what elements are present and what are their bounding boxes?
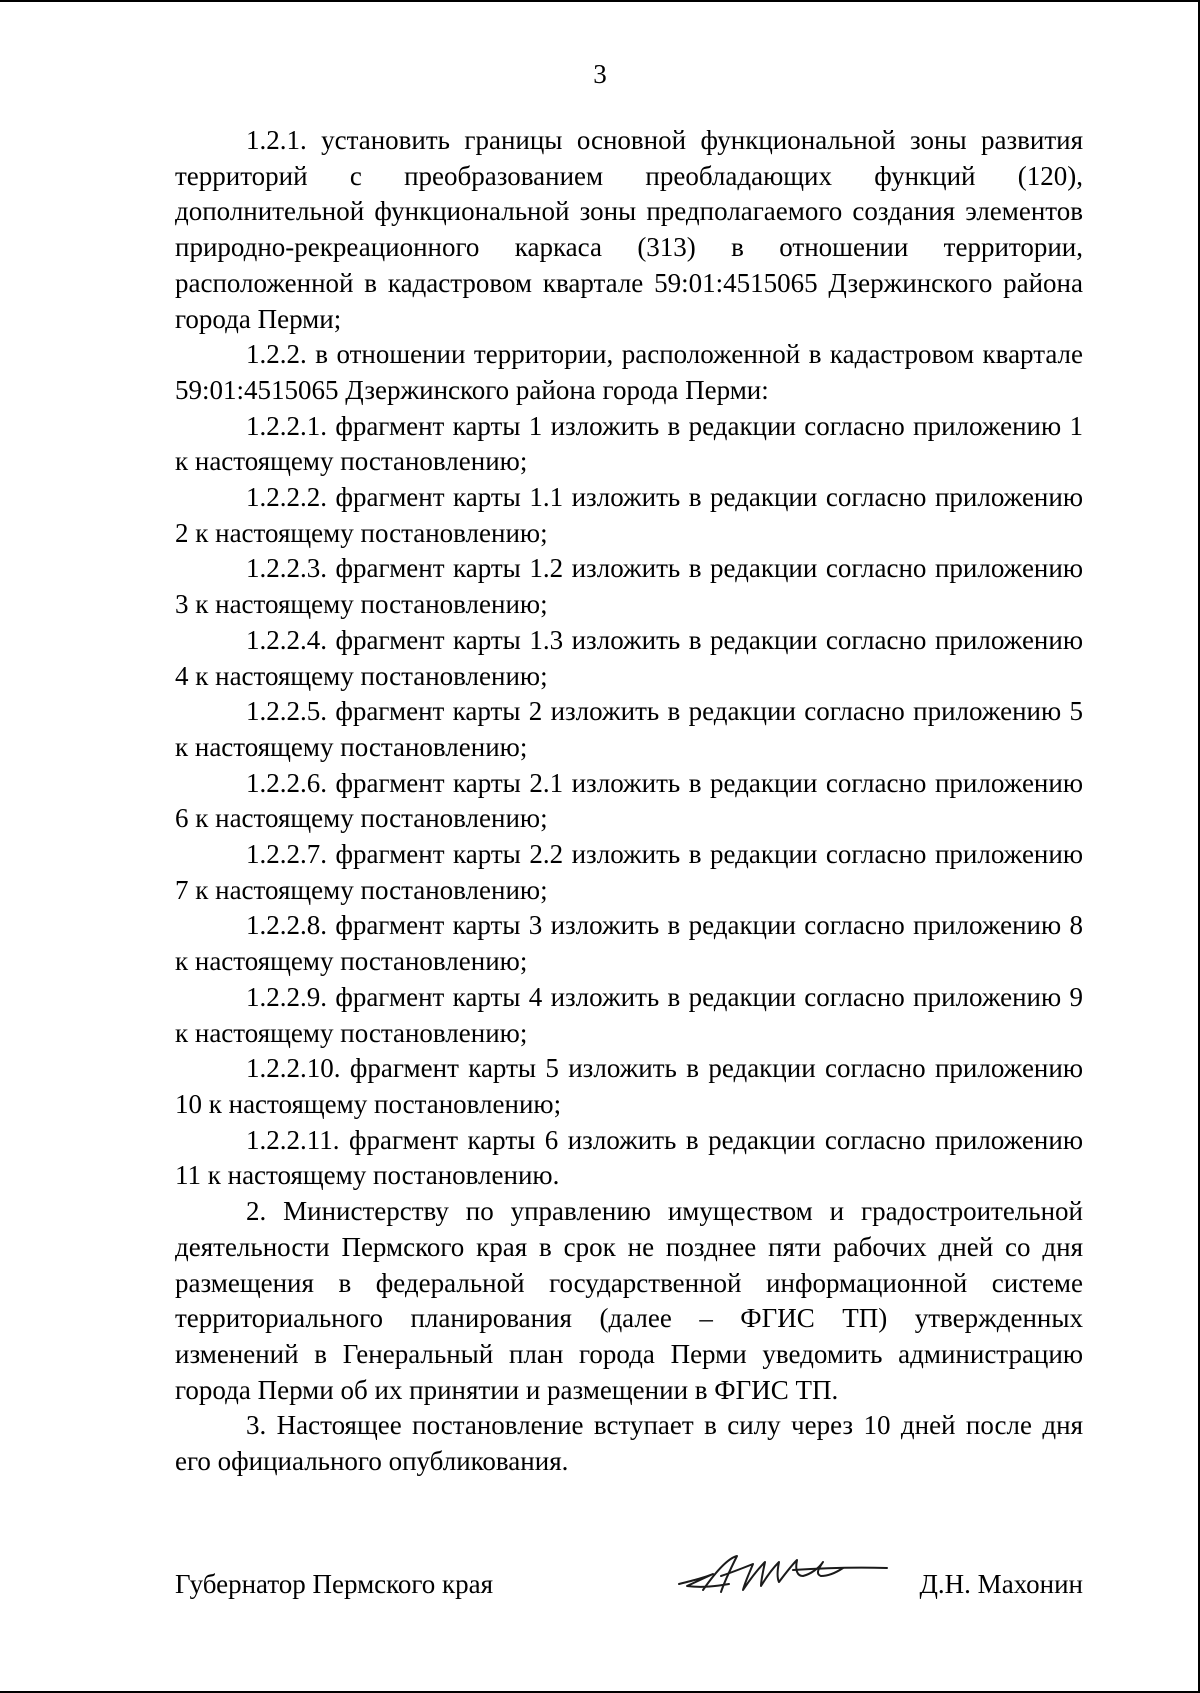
paragraph-1-2-2-11: 1.2.2.11. фрагмент карты 6 изложить в редакции согласно приложению 11 к настоящему постановлению. — [175, 1124, 1083, 1191]
paragraph-1-2-2-3: 1.2.2.3. фрагмент карты 1.2 изложить в редакции согласно приложению 3 к настоящему постановлению; — [175, 553, 1083, 620]
signatory-name: Д.Н. Махонин — [919, 1569, 1083, 1599]
paragraph-1-2-2-8: 1.2.2.8. фрагмент карты 3 изложить в редакции согласно приложению 8 к настоящему постановлению; — [175, 910, 1083, 977]
document-body — [175, 123, 1083, 1480]
paragraph-1-2-2-1: 1.2.2.1. фрагмент карты 1 изложить в редакции согласно приложению 1 к настоящему постановлению; — [175, 410, 1083, 477]
page-number: 3 — [593, 59, 607, 89]
scan-edge-top — [0, 0, 1200, 2]
paragraph-1-2-1: 1.2.1. установить границы основной функциональной зоны развития территорий с преобразованием преобладающих функций (120), дополнительной функциональной зоны предполагаемого создания элементов природно-рекреационного каркаса (313) в отношении территории, расположенной в кадастровом квартале 59:01:4515065 Дзержинского района города Перми; — [175, 125, 1083, 334]
paragraph-1-2-2: 1.2.2. в отношении территории, расположенной в кадастровом квартале 59:01:4515065 Дзержинского района города Перми: — [175, 339, 1083, 405]
paragraph-1-2-2-10: 1.2.2.10. фрагмент карты 5 изложить в редакции согласно приложению 10 к настоящему постановлению; — [175, 1053, 1083, 1119]
paragraph-1-2-2-4: 1.2.2.4. фрагмент карты 1.3 изложить в редакции согласно приложению 4 к настоящему постановлению; — [175, 624, 1083, 691]
paragraph-1-2-2-9: 1.2.2.9. фрагмент карты 4 изложить в редакции согласно приложению 9 к настоящему постановлению; — [175, 981, 1083, 1048]
paragraph-1-2-2-6: 1.2.2.6. фрагмент карты 2.1 изложить в редакции согласно приложению 6 к настоящему постановлению; — [175, 767, 1083, 834]
paragraph-2: 2. Министерству по управлению имуществом и градостроительной деятельности Пермского края в срок не позднее пяти рабочих дней со дня размещения в федеральной государственной информационной системе территориального планирования (далее – ФГИС ТП) утвержденных изменений в Генеральный план города Перми уведомить администрацию города Перми об их принятии и размещении в ФГИС ТП. — [175, 1196, 1083, 1405]
paragraph-3: 3. Настоящее постановление вступает в силу через 10 дней после дня его официального опубликования. — [175, 1410, 1083, 1477]
signature-block — [175, 1566, 1083, 1606]
signatory-title: Губернатор Пермского края — [175, 1569, 494, 1599]
handwritten-signature-icon — [673, 1550, 893, 1602]
paragraph-1-2-2-2: 1.2.2.2. фрагмент карты 1.1 изложить в редакции согласно приложению 2 к настоящему постановлению; — [175, 482, 1083, 548]
paragraph-1-2-2-7: 1.2.2.7. фрагмент карты 2.2 изложить в редакции согласно приложению 7 к настоящему постановлению; — [175, 839, 1083, 905]
paragraph-1-2-2-5: 1.2.2.5. фрагмент карты 2 изложить в редакции согласно приложению 5 к настоящему постановлению; — [175, 696, 1083, 762]
